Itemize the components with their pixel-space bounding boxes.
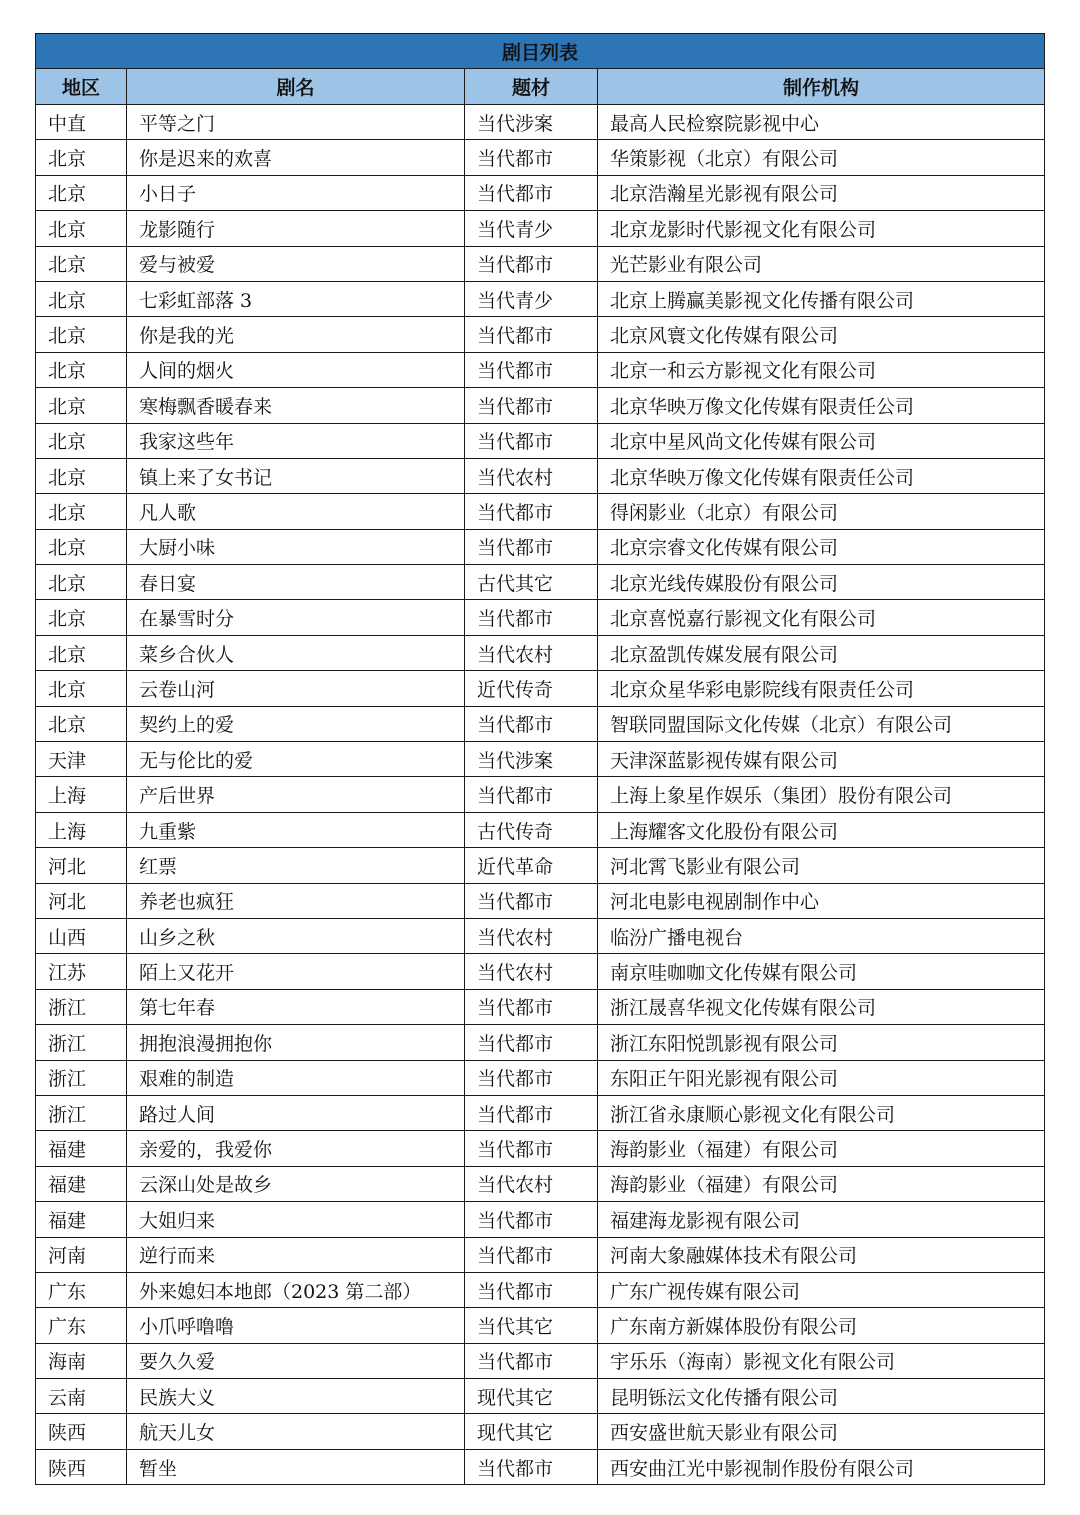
genre-cell: 当代都市 [465, 1237, 598, 1272]
genre-cell: 当代涉案 [465, 105, 598, 140]
genre-cell: 当代都市 [465, 317, 598, 352]
table-row [36, 423, 1045, 458]
drama-title-cell: 契约上的爱 [127, 706, 465, 741]
table-row [36, 1060, 1045, 1095]
table-row [36, 635, 1045, 670]
table-row [36, 1379, 1045, 1414]
production-company-cell: 北京喜悦嘉行影视文化有限公司 [598, 600, 1045, 635]
region-cell: 福建 [36, 1202, 127, 1237]
region-cell: 海南 [36, 1343, 127, 1378]
drama-title-cell: 平等之门 [127, 105, 465, 140]
genre-cell: 当代都市 [465, 600, 598, 635]
drama-title-cell: 山乡之秋 [127, 918, 465, 953]
drama-title-cell: 艰难的制造 [127, 1060, 465, 1095]
table-row [36, 1414, 1045, 1449]
production-company-cell: 光芒影业有限公司 [598, 246, 1045, 281]
genre-cell: 当代都市 [465, 1025, 598, 1060]
production-company-cell: 北京风寰文化传媒有限公司 [598, 317, 1045, 352]
drama-title-cell: 养老也疯狂 [127, 883, 465, 918]
table-row [36, 600, 1045, 635]
table-title-row [36, 34, 1045, 69]
production-company-cell: 昆明铄沄文化传播有限公司 [598, 1379, 1045, 1414]
region-cell: 北京 [36, 211, 127, 246]
table-row [36, 494, 1045, 529]
genre-cell: 当代都市 [465, 706, 598, 741]
genre-cell: 近代革命 [465, 848, 598, 883]
drama-title-cell: 外来媳妇本地郎（2023 第二部） [127, 1272, 465, 1307]
genre-cell: 当代都市 [465, 494, 598, 529]
drama-title-cell: 小日子 [127, 175, 465, 210]
production-company-cell: 东阳正午阳光影视有限公司 [598, 1060, 1045, 1095]
genre-cell: 当代都市 [465, 246, 598, 281]
production-company-cell: 北京华映万像文化传媒有限责任公司 [598, 458, 1045, 493]
drama-title-cell: 七彩虹部落 3 [127, 281, 465, 316]
drama-title-cell: 陌上又花开 [127, 954, 465, 989]
genre-cell: 当代都市 [465, 777, 598, 812]
production-company-cell: 河南大象融媒体技术有限公司 [598, 1237, 1045, 1272]
production-company-cell: 得闲影业（北京）有限公司 [598, 494, 1045, 529]
genre-cell: 现代其它 [465, 1414, 598, 1449]
production-company-cell: 北京光线传媒股份有限公司 [598, 565, 1045, 600]
header-drama-title: 剧名 [127, 69, 465, 105]
production-company-cell: 西安曲江光中影视制作股份有限公司 [598, 1449, 1045, 1484]
region-cell: 浙江 [36, 1060, 127, 1095]
drama-title-cell: 在暴雪时分 [127, 600, 465, 635]
genre-cell: 当代农村 [465, 635, 598, 670]
table-row [36, 1272, 1045, 1307]
table-row [36, 671, 1045, 706]
genre-cell: 当代都市 [465, 175, 598, 210]
production-company-cell: 上海上象星作娱乐（集团）股份有限公司 [598, 777, 1045, 812]
genre-cell: 当代都市 [465, 1202, 598, 1237]
region-cell: 北京 [36, 706, 127, 741]
region-cell: 北京 [36, 352, 127, 387]
genre-cell: 现代其它 [465, 1379, 598, 1414]
region-cell: 北京 [36, 388, 127, 423]
region-cell: 北京 [36, 246, 127, 281]
region-cell: 北京 [36, 423, 127, 458]
table-row [36, 989, 1045, 1024]
genre-cell: 当代农村 [465, 1166, 598, 1201]
production-company-cell: 北京上腾赢美影视文化传播有限公司 [598, 281, 1045, 316]
genre-cell: 当代农村 [465, 458, 598, 493]
drama-title-cell: 红票 [127, 848, 465, 883]
region-cell: 山西 [36, 918, 127, 953]
table-row [36, 211, 1045, 246]
drama-title-cell: 第七年春 [127, 989, 465, 1024]
production-company-cell: 智联同盟国际文化传媒（北京）有限公司 [598, 706, 1045, 741]
production-company-cell: 北京一和云方影视文化有限公司 [598, 352, 1045, 387]
genre-cell: 近代传奇 [465, 671, 598, 706]
table-row [36, 1131, 1045, 1166]
production-company-cell: 北京中星风尚文化传媒有限公司 [598, 423, 1045, 458]
genre-cell: 当代都市 [465, 883, 598, 918]
table-row [36, 1095, 1045, 1130]
region-cell: 北京 [36, 458, 127, 493]
table-row [36, 777, 1045, 812]
table-row [36, 742, 1045, 777]
header-production-company: 制作机构 [598, 69, 1045, 105]
region-cell: 中直 [36, 105, 127, 140]
table-row [36, 105, 1045, 140]
production-company-cell: 最高人民检察院影视中心 [598, 105, 1045, 140]
table-row [36, 140, 1045, 175]
production-company-cell: 华策影视（北京）有限公司 [598, 140, 1045, 175]
production-company-cell: 浙江省永康顺心影视文化有限公司 [598, 1095, 1045, 1130]
drama-title-cell: 龙影随行 [127, 211, 465, 246]
genre-cell: 当代农村 [465, 954, 598, 989]
genre-cell: 当代都市 [465, 1095, 598, 1130]
production-company-cell: 北京龙影时代影视文化有限公司 [598, 211, 1045, 246]
table-row [36, 281, 1045, 316]
genre-cell: 古代其它 [465, 565, 598, 600]
drama-title-cell: 要久久爱 [127, 1343, 465, 1378]
table-body [36, 105, 1045, 1485]
region-cell: 北京 [36, 635, 127, 670]
drama-title-cell: 路过人间 [127, 1095, 465, 1130]
region-cell: 北京 [36, 140, 127, 175]
drama-title-cell: 春日宴 [127, 565, 465, 600]
drama-title-cell: 寒梅飘香暖春来 [127, 388, 465, 423]
region-cell: 陕西 [36, 1414, 127, 1449]
drama-list-table-container [35, 33, 1044, 1485]
production-company-cell: 西安盛世航天影业有限公司 [598, 1414, 1045, 1449]
genre-cell: 古代传奇 [465, 812, 598, 847]
genre-cell: 当代都市 [465, 388, 598, 423]
drama-title-cell: 你是迟来的欢喜 [127, 140, 465, 175]
production-company-cell: 北京浩瀚星光影视有限公司 [598, 175, 1045, 210]
production-company-cell: 浙江东阳悦凯影视有限公司 [598, 1025, 1045, 1060]
drama-title-cell: 云深山处是故乡 [127, 1166, 465, 1201]
table-row [36, 1202, 1045, 1237]
genre-cell: 当代都市 [465, 352, 598, 387]
production-company-cell: 北京众星华彩电影院线有限责任公司 [598, 671, 1045, 706]
drama-title-cell: 民族大义 [127, 1379, 465, 1414]
drama-title-cell: 爱与被爱 [127, 246, 465, 281]
production-company-cell: 海韵影业（福建）有限公司 [598, 1166, 1045, 1201]
region-cell: 天津 [36, 742, 127, 777]
table-row [36, 954, 1045, 989]
production-company-cell: 北京盈凯传媒发展有限公司 [598, 635, 1045, 670]
table-row [36, 317, 1045, 352]
genre-cell: 当代都市 [465, 1272, 598, 1307]
drama-title-cell: 大姐归来 [127, 1202, 465, 1237]
genre-cell: 当代都市 [465, 1131, 598, 1166]
genre-cell: 当代青少 [465, 281, 598, 316]
production-company-cell: 河北霄飞影业有限公司 [598, 848, 1045, 883]
region-cell: 河北 [36, 883, 127, 918]
table-row [36, 1166, 1045, 1201]
region-cell: 广东 [36, 1308, 127, 1343]
region-cell: 北京 [36, 529, 127, 564]
table-row [36, 918, 1045, 953]
drama-title-cell: 航天儿女 [127, 1414, 465, 1449]
genre-cell: 当代都市 [465, 1343, 598, 1378]
production-company-cell: 海韵影业（福建）有限公司 [598, 1131, 1045, 1166]
table-row [36, 529, 1045, 564]
drama-title-cell: 大厨小味 [127, 529, 465, 564]
genre-cell: 当代农村 [465, 918, 598, 953]
region-cell: 福建 [36, 1131, 127, 1166]
table-row [36, 1449, 1045, 1484]
region-cell: 河北 [36, 848, 127, 883]
region-cell: 上海 [36, 812, 127, 847]
table-row [36, 883, 1045, 918]
table-row [36, 565, 1045, 600]
drama-title-cell: 你是我的光 [127, 317, 465, 352]
table-header-row [36, 69, 1045, 105]
table-row [36, 1025, 1045, 1060]
production-company-cell: 广东南方新媒体股份有限公司 [598, 1308, 1045, 1343]
header-region: 地区 [36, 69, 127, 105]
production-company-cell: 宇乐乐（海南）影视文化有限公司 [598, 1343, 1045, 1378]
drama-title-cell: 无与伦比的爱 [127, 742, 465, 777]
region-cell: 福建 [36, 1166, 127, 1201]
table-row [36, 812, 1045, 847]
header-genre: 题材 [465, 69, 598, 105]
table-row [36, 848, 1045, 883]
region-cell: 北京 [36, 494, 127, 529]
drama-list-table [35, 33, 1045, 1485]
drama-title-cell: 亲爱的，我爱你 [127, 1131, 465, 1166]
drama-title-cell: 暂坐 [127, 1449, 465, 1484]
table-row [36, 1237, 1045, 1272]
production-company-cell: 南京哇咖咖文化传媒有限公司 [598, 954, 1045, 989]
table-row [36, 388, 1045, 423]
table-row [36, 352, 1045, 387]
table-title: 剧目列表 [36, 34, 1045, 69]
drama-title-cell: 菜乡合伙人 [127, 635, 465, 670]
production-company-cell: 天津深蓝影视传媒有限公司 [598, 742, 1045, 777]
table-row [36, 175, 1045, 210]
table-row [36, 706, 1045, 741]
table-row [36, 1308, 1045, 1343]
region-cell: 陕西 [36, 1449, 127, 1484]
genre-cell: 当代都市 [465, 140, 598, 175]
genre-cell: 当代涉案 [465, 742, 598, 777]
drama-title-cell: 小爪呼噜噜 [127, 1308, 465, 1343]
table-row [36, 458, 1045, 493]
table-row [36, 1343, 1045, 1378]
production-company-cell: 北京宗睿文化传媒有限公司 [598, 529, 1045, 564]
drama-title-cell: 镇上来了女书记 [127, 458, 465, 493]
region-cell: 浙江 [36, 1025, 127, 1060]
production-company-cell: 福建海龙影视有限公司 [598, 1202, 1045, 1237]
region-cell: 江苏 [36, 954, 127, 989]
region-cell: 北京 [36, 281, 127, 316]
production-company-cell: 北京华映万像文化传媒有限责任公司 [598, 388, 1045, 423]
drama-title-cell: 人间的烟火 [127, 352, 465, 387]
drama-title-cell: 逆行而来 [127, 1237, 465, 1272]
production-company-cell: 河北电影电视剧制作中心 [598, 883, 1045, 918]
region-cell: 北京 [36, 175, 127, 210]
region-cell: 北京 [36, 317, 127, 352]
drama-title-cell: 我家这些年 [127, 423, 465, 458]
genre-cell: 当代都市 [465, 989, 598, 1024]
region-cell: 云南 [36, 1379, 127, 1414]
region-cell: 北京 [36, 671, 127, 706]
genre-cell: 当代都市 [465, 1060, 598, 1095]
genre-cell: 当代其它 [465, 1308, 598, 1343]
region-cell: 河南 [36, 1237, 127, 1272]
genre-cell: 当代都市 [465, 423, 598, 458]
production-company-cell: 浙江晟喜华视文化传媒有限公司 [598, 989, 1045, 1024]
region-cell: 北京 [36, 565, 127, 600]
region-cell: 广东 [36, 1272, 127, 1307]
region-cell: 浙江 [36, 1095, 127, 1130]
region-cell: 上海 [36, 777, 127, 812]
production-company-cell: 广东广视传媒有限公司 [598, 1272, 1045, 1307]
drama-title-cell: 产后世界 [127, 777, 465, 812]
table-row [36, 246, 1045, 281]
production-company-cell: 上海耀客文化股份有限公司 [598, 812, 1045, 847]
drama-title-cell: 九重紫 [127, 812, 465, 847]
drama-title-cell: 拥抱浪漫拥抱你 [127, 1025, 465, 1060]
region-cell: 浙江 [36, 989, 127, 1024]
genre-cell: 当代都市 [465, 529, 598, 564]
region-cell: 北京 [36, 600, 127, 635]
production-company-cell: 临汾广播电视台 [598, 918, 1045, 953]
drama-title-cell: 云卷山河 [127, 671, 465, 706]
drama-title-cell: 凡人歌 [127, 494, 465, 529]
genre-cell: 当代都市 [465, 1449, 598, 1484]
genre-cell: 当代青少 [465, 211, 598, 246]
